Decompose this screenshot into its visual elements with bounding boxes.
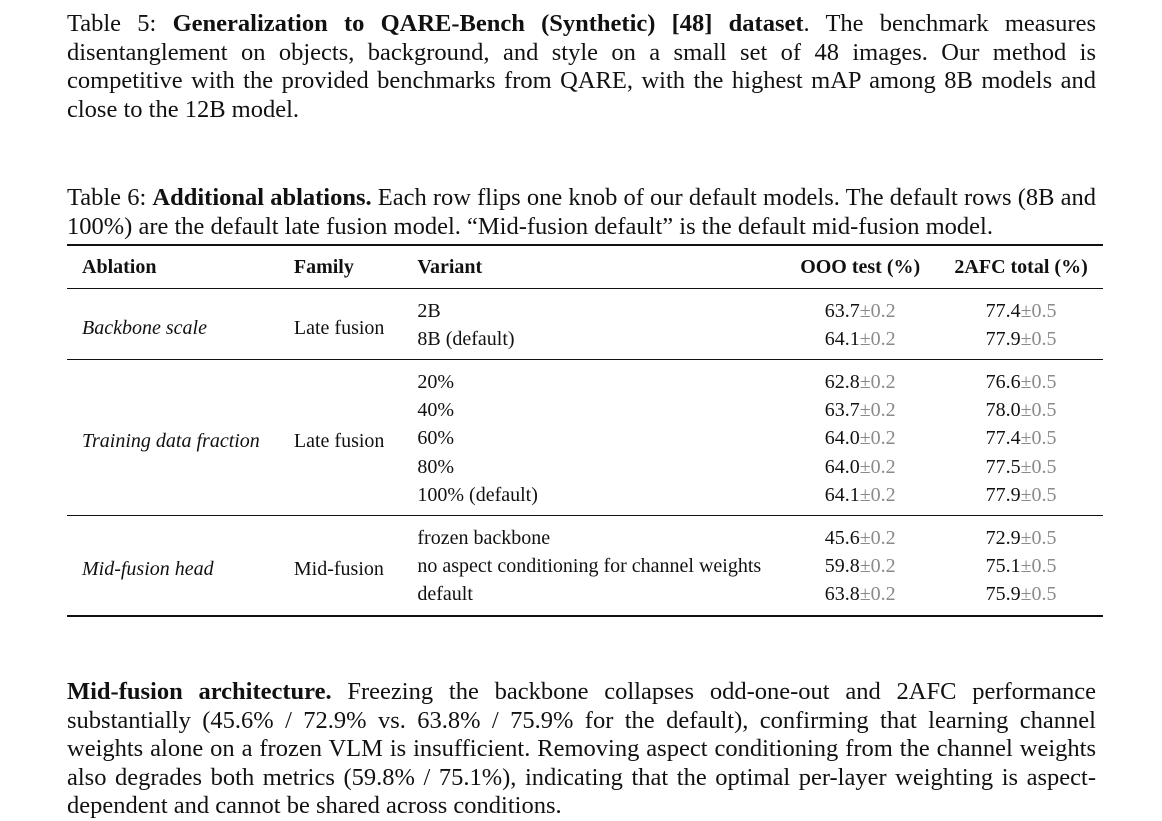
midfusion-heading: Mid-fusion architecture. bbox=[67, 678, 332, 705]
variant-cell: 2B bbox=[417, 299, 441, 322]
afc-cell bbox=[939, 553, 1103, 581]
ooo-stderr: ±0.2 bbox=[859, 399, 896, 422]
variant-cell: 100% (default) bbox=[417, 483, 538, 506]
ooo-stderr: ±0.2 bbox=[859, 483, 896, 506]
afc-value: 77.9 bbox=[985, 327, 1021, 350]
ooo-value: 45.6 bbox=[824, 526, 860, 549]
afc-value: 76.6 bbox=[985, 370, 1021, 393]
family-cell: Late fusion bbox=[293, 430, 385, 453]
table5-title: Generalization to QARE-Bench (Synthetic) [48] dataset bbox=[172, 10, 804, 37]
ooo-value: 63.8 bbox=[824, 583, 860, 606]
ooo-cell bbox=[781, 453, 939, 481]
variant-cell: 80% bbox=[417, 455, 455, 478]
family-cell: Late fusion bbox=[293, 316, 385, 339]
ablation-cell: Backbone scale bbox=[82, 316, 207, 339]
afc-cell bbox=[939, 289, 1103, 326]
table-row bbox=[67, 289, 1103, 326]
family-cell: Mid-fusion bbox=[293, 558, 384, 581]
header-2afc-total: 2AFC total (%) bbox=[954, 255, 1088, 278]
ooo-cell bbox=[781, 425, 939, 453]
afc-value: 77.5 bbox=[985, 455, 1021, 478]
afc-stderr: ±0.5 bbox=[1020, 370, 1057, 393]
afc-stderr: ±0.5 bbox=[1020, 327, 1057, 350]
ooo-value: 63.7 bbox=[824, 299, 860, 322]
header-ablation: Ablation bbox=[82, 255, 157, 278]
ooo-stderr: ±0.2 bbox=[859, 370, 896, 393]
ooo-stderr: ±0.2 bbox=[859, 299, 896, 322]
ooo-cell bbox=[781, 516, 939, 553]
midfusion-paragraph bbox=[67, 678, 1096, 821]
ooo-stderr: ±0.2 bbox=[859, 327, 896, 350]
midfusion-text: Freezing the backbone collapses odd-one-out and 2AFC performance substantially (45.6% / 72.9% vs. 63.8% / 75.9% for the default), confirming that learning channel weights alone on a frozen VLM is insufficient. Removing aspect conditioning from the channel weights also degrades both metrics (59.8% / 75.1%), indicating that the optimal per-layer weighting is aspect-dependent and cannot be shared across conditions. bbox=[67, 678, 1096, 820]
table5-label: Table 5: bbox=[67, 10, 157, 37]
table6-title: Additional ablations. bbox=[152, 184, 372, 211]
afc-cell bbox=[939, 360, 1103, 397]
ooo-cell bbox=[781, 553, 939, 581]
header-ooo-test: OOO test (%) bbox=[800, 255, 921, 278]
ooo-stderr: ±0.2 bbox=[859, 583, 896, 606]
afc-stderr: ±0.5 bbox=[1020, 427, 1057, 450]
variant-cell: 60% bbox=[417, 427, 455, 450]
table6-label: Table 6: bbox=[67, 184, 147, 211]
ooo-value: 64.0 bbox=[824, 427, 860, 450]
table-group bbox=[67, 360, 1103, 516]
afc-cell bbox=[939, 453, 1103, 481]
afc-cell bbox=[939, 516, 1103, 553]
afc-stderr: ±0.5 bbox=[1020, 399, 1057, 422]
table6-caption bbox=[67, 184, 1096, 241]
variant-cell: default bbox=[417, 583, 473, 606]
table-group bbox=[67, 289, 1103, 360]
ooo-cell bbox=[781, 481, 939, 516]
afc-cell bbox=[939, 425, 1103, 453]
table5-caption bbox=[67, 10, 1096, 124]
ooo-stderr: ±0.2 bbox=[859, 555, 896, 578]
ooo-value: 59.8 bbox=[824, 555, 860, 578]
afc-cell bbox=[939, 325, 1103, 360]
afc-value: 72.9 bbox=[985, 526, 1021, 549]
ooo-value: 63.7 bbox=[824, 399, 860, 422]
ooo-value: 64.1 bbox=[824, 327, 860, 350]
afc-value: 75.9 bbox=[985, 583, 1021, 606]
header-family: Family bbox=[293, 255, 354, 278]
afc-cell bbox=[939, 581, 1103, 616]
table5-description: . The benchmark measures disentanglement on objects, background, and style on a small set of 48 images. Our method is competitive with the provided benchmarks from QARE, with the highest mAP among 8B models and close to the 12B model. bbox=[67, 10, 1096, 123]
ooo-stderr: ±0.2 bbox=[859, 526, 896, 549]
ooo-cell bbox=[781, 581, 939, 616]
variant-cell: no aspect conditioning for channel weights bbox=[417, 555, 762, 578]
afc-stderr: ±0.5 bbox=[1020, 555, 1057, 578]
afc-stderr: ±0.5 bbox=[1020, 299, 1057, 322]
ablation-cell: Mid-fusion head bbox=[82, 558, 214, 581]
afc-value: 75.1 bbox=[985, 555, 1021, 578]
ooo-cell bbox=[781, 360, 939, 397]
table-row bbox=[67, 516, 1103, 553]
afc-value: 77.4 bbox=[985, 427, 1021, 450]
ablation-table bbox=[67, 244, 1103, 617]
ooo-cell bbox=[781, 397, 939, 425]
table6-description: Each row flips one knob of our default models. The default rows (8B and 100%) are the default late fusion model. “Mid-fusion default” is the default mid-fusion model. bbox=[67, 184, 1096, 240]
afc-stderr: ±0.5 bbox=[1020, 583, 1057, 606]
table-group bbox=[67, 516, 1103, 616]
afc-value: 77.4 bbox=[985, 299, 1021, 322]
ooo-value: 64.0 bbox=[824, 455, 860, 478]
afc-value: 77.9 bbox=[985, 483, 1021, 506]
afc-stderr: ±0.5 bbox=[1020, 483, 1057, 506]
ablation-cell: Training data fraction bbox=[82, 430, 260, 453]
afc-cell bbox=[939, 397, 1103, 425]
ooo-cell bbox=[781, 325, 939, 360]
afc-cell bbox=[939, 481, 1103, 516]
table-header bbox=[67, 245, 1103, 289]
ooo-value: 64.1 bbox=[824, 483, 860, 506]
variant-cell: frozen backbone bbox=[417, 526, 551, 549]
ooo-value: 62.8 bbox=[824, 370, 860, 393]
afc-stderr: ±0.5 bbox=[1020, 526, 1057, 549]
variant-cell: 8B (default) bbox=[417, 327, 515, 350]
ooo-stderr: ±0.2 bbox=[859, 427, 896, 450]
afc-value: 78.0 bbox=[985, 399, 1021, 422]
table-row bbox=[67, 360, 1103, 397]
header-variant: Variant bbox=[417, 255, 483, 278]
variant-cell: 40% bbox=[417, 399, 455, 422]
ooo-cell bbox=[781, 289, 939, 326]
ooo-stderr: ±0.2 bbox=[859, 455, 896, 478]
variant-cell: 20% bbox=[417, 370, 455, 393]
afc-stderr: ±0.5 bbox=[1020, 455, 1057, 478]
